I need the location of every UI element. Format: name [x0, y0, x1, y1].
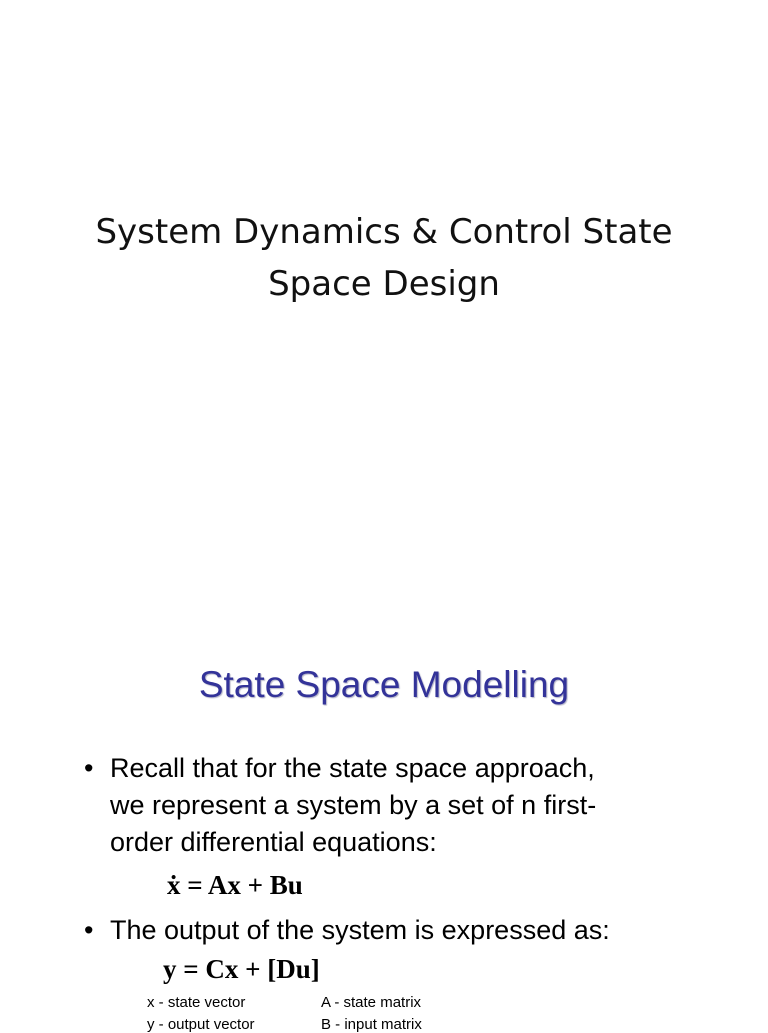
presentation-title-line-2: Space Design: [268, 264, 500, 304]
output-equation: y = Cx + [Du]: [163, 954, 320, 984]
bullet-text-line: Recall that for the state space approach,: [110, 753, 595, 783]
bullet-text-line: The output of the system is expressed as:: [110, 915, 610, 945]
presentation-title-line-1: System Dynamics & Control State: [95, 212, 673, 252]
bullet-text: [110, 750, 724, 861]
bullet-dot: •: [84, 753, 94, 783]
definition-note: y - output vector: [147, 1016, 255, 1033]
bullet-text-line: we represent a system by a set of n first-: [110, 790, 597, 820]
bullet-text: [110, 912, 724, 949]
bullet-item: [84, 912, 724, 949]
bullet-dot: •: [84, 915, 94, 945]
presentation-title: [60, 206, 708, 310]
bullet-item: [84, 750, 724, 861]
state-equation: ẋ = Ax + Bu: [167, 870, 303, 900]
definition-note: x - state vector: [147, 994, 246, 1011]
definition-note: A - state matrix: [321, 994, 422, 1011]
state-space-slide: [0, 576, 768, 1033]
bullet-text-line: order differential equations:: [110, 827, 437, 857]
slide-title: State Space Modelling: [198, 664, 570, 705]
definition-note: B - input matrix: [321, 1016, 422, 1033]
